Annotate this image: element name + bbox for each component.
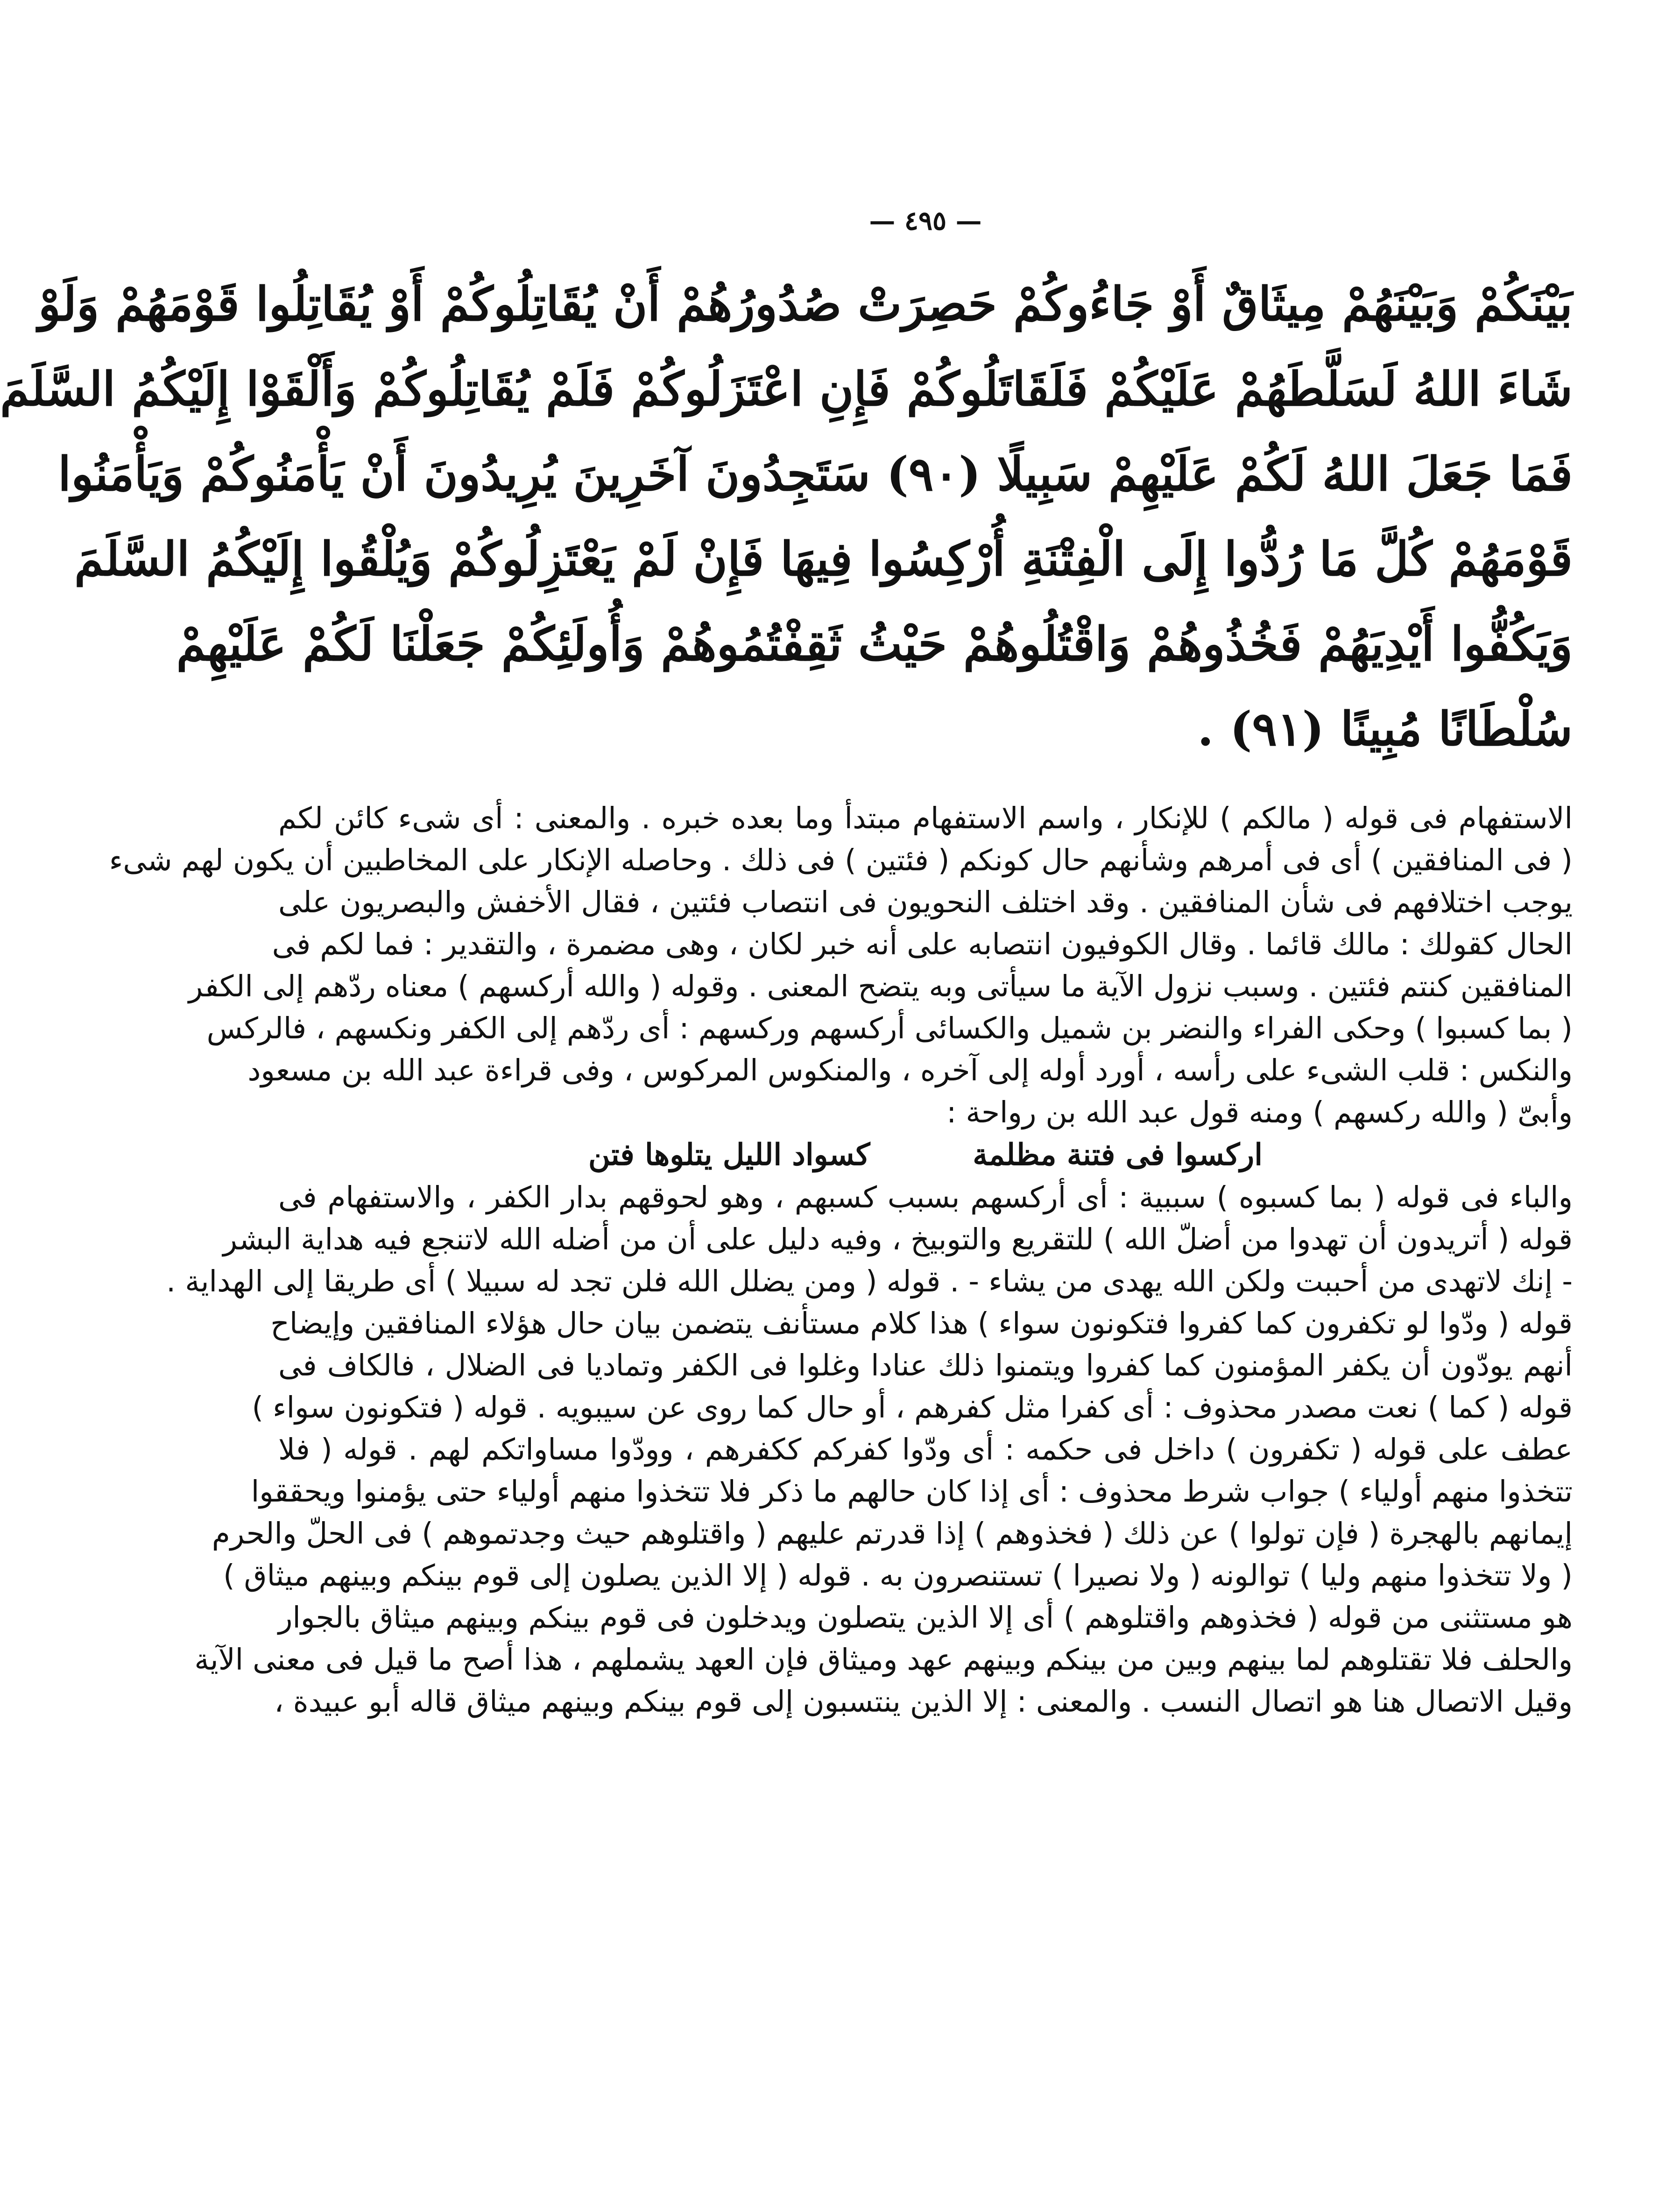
commentary-line: الحال كقولك : مالك قائما . وقال الكوفيون انتصابه على أنه خبر لكان ، وهى مضمرة ، والتقدير : فما لكم فى <box>272 927 1573 961</box>
commentary-line: عطف على قوله ( تكفرون ) داخل فى حكمه : أى ودّوا كفركم ككفرهم ، وودّوا مساواتكم لهم . قوله ( فلا <box>278 1432 1573 1467</box>
commentary-line: ( بما كسبوا ) وحكى الفراء والنضر بن شميل والكسائى أركسهم وركسهم : أى ردّهم إلى الكفر ونكسهم ، فالركس <box>206 1011 1573 1045</box>
quran-verses <box>0 261 1573 771</box>
commentary-line: إيمانهم بالهجرة ( فإن تولوا ) عن ذلك ( فخذوهم ) إذا قدرتم عليهم ( واقتلوهم حيث وجدتموهم ) فى الحلّ والحرم <box>212 1516 1573 1551</box>
poetry-second-hemistich: كسواد الليل يتلوها فتن <box>588 1137 870 1172</box>
commentary-line: قوله ( أتريدون أن تهدوا من أضلّ الله ) للتقريع والتوبيخ ، وفيه دليل على أن من أضله الله لاتنجع فيه هداية البشر <box>223 1222 1573 1256</box>
commentary-line: والباء فى قوله ( بما كسبوه ) سببية : أى أركسهم بسبب كسبهم ، وهو لحوقهم بدار الكفر ، والاستفهام فى <box>278 1180 1573 1214</box>
commentary-line: - إنك لاتهدى من أحببت ولكن الله يهدى من يشاء - . قوله ( ومن يضلل الله فلن تجد له سبيلا ) أى طريقا إلى الهداية . <box>166 1264 1573 1298</box>
commentary-line: والحلف فلا تقتلوهم لما بينهم وبين من بينكم وبينهم عهد وميثاق فإن العهد يشملهم ، هذا أصح ما قيل فى معنى الآية <box>194 1643 1573 1677</box>
verse-line: فَمَا جَعَلَ اللهُ لَكُمْ عَلَيْهِمْ سَبِيلًا (٩٠) سَتَجِدُونَ آخَرِينَ يُرِيدُونَ أَنْ يَأْمَنُوكُمْ وَيَأْمَنُوا <box>58 446 1573 501</box>
commentary-line: والنكس : قلب الشىء على رأسه ، أورد أوله إلى آخره ، والمنكوس المركوس ، وفى قراءة عبد الله بن مسعود <box>247 1053 1573 1087</box>
verse-line: بَيْنَكُمْ وَبَيْنَهُمْ مِيثَاقٌ أَوْ جَاءُوكُمْ حَصِرَتْ صُدُورُهُمْ أَنْ يُقَاتِلُوكُمْ أَوْ يُقَاتِلُوا قَوْمَهُمْ وَلَوْ <box>38 276 1573 331</box>
commentary-line: أنهم يودّون أن يكفر المؤمنون كما كفروا ويتمنوا ذلك عنادا وغلوا فى الكفر وتماديا فى الضلال ، فالكاف فى <box>278 1348 1573 1382</box>
commentary-line: وأبىّ ( والله ركسهم ) ومنه قول عبد الله بن رواحة : <box>946 1095 1573 1129</box>
verse-line: شَاءَ اللهُ لَسَلَّطَهُمْ عَلَيْكُمْ فَلَقَاتَلُوكُمْ فَإِنِ اعْتَزَلُوكُمْ فَلَمْ يُقَاتِلُوكُمْ وَأَلْقَوْا إِلَيْكُمُ السَّلَمَ <box>0 361 1573 416</box>
commentary-line: قوله ( ودّوا لو تكفرون كما كفروا فتكونون سواء ) هذا كلام مستأنف يتضمن بيان حال هؤلاء المنافقين وإيضاح <box>270 1306 1573 1340</box>
page-number: — ٤٩٥ — <box>869 205 982 236</box>
commentary-line: تتخذوا منهم أولياء ) جواب شرط محذوف : أى إذا كان حالهم ما ذكر فلا تتخذوا منهم أولياء حتى يؤمنوا ويحققوا <box>251 1474 1573 1509</box>
commentary-line: يوجب اختلافهم فى شأن المنافقين . وقد اختلف النحويون فى انتصاب فئتين ، فقال الأخفش والبصريون على <box>278 885 1573 919</box>
commentary-line: وقيل الاتصال هنا هو اتصال النسب . والمعنى : إلا الذين ينتسبون إلى قوم بينكم وبينهم ميثاق قاله أبو عبيدة ، <box>274 1685 1573 1719</box>
commentary-line: المنافقين كنتم فئتين . وسبب نزول الآية ما سيأتى وبه يتضح المعنى . وقوله ( والله أركسهم ) معناه ردّهم إلى الكفر <box>188 969 1573 1003</box>
verse-line: قَوْمَهُمْ كُلَّ مَا رُدُّوا إِلَى الْفِتْنَةِ أُرْكِسُوا فِيهَا فَإِنْ لَمْ يَعْتَزِلُوكُمْ وَيُلْقُوا إِلَيْكُمُ السَّلَمَ <box>74 531 1573 586</box>
poetry-first-hemistich: اركسوا فى فتنة مظلمة <box>973 1137 1263 1172</box>
commentary-line: هو مستثنى من قوله ( فخذوهم واقتلوهم ) أى إلا الذين يتصلون ويدخلون فى قوم بينكم وبينهم ميثاق بالجوار <box>278 1601 1573 1635</box>
verse-line: وَيَكُفُّوا أَيْدِيَهُمْ فَخُذُوهُمْ وَاقْتُلُوهُمْ حَيْثُ ثَقِفْتُمُوهُمْ وَأُولَئِكُمْ جَعَلْنَا لَكُمْ عَلَيْهِمْ <box>176 616 1573 671</box>
commentary-line: الاستفهام فى قوله ( مالكم ) للإنكار ، واسم الاستفهام مبتدأ وما بعده خبره . والمعنى : أى شىء كائن لكم <box>278 801 1573 835</box>
commentary <box>109 797 1573 1723</box>
poetry-verse <box>278 1134 1573 1177</box>
commentary-line: ( ولا تتخذوا منهم وليا ) توالونه ( ولا نصيرا ) تستنصرون به . قوله ( إلا الذين يصلون إلى قوم بينكم وبينهم ميثاق ) <box>223 1558 1573 1593</box>
verse-line: سُلْطَانًا مُبِينًا (٩١) . <box>1197 701 1573 756</box>
commentary-line: قوله ( كما ) نعت مصدر محذوف : أى كفرا مثل كفرهم ، أو حال كما روى عن سيبويه . قوله ( فتكونون سواء ) <box>252 1390 1573 1424</box>
commentary-line: ( فى المنافقين ) أى فى أمرهم وشأنهم حال كونكم ( فئتين ) فى ذلك . وحاصله الإنكار على المخاطبين أن يكون لهم شىء <box>109 843 1573 877</box>
